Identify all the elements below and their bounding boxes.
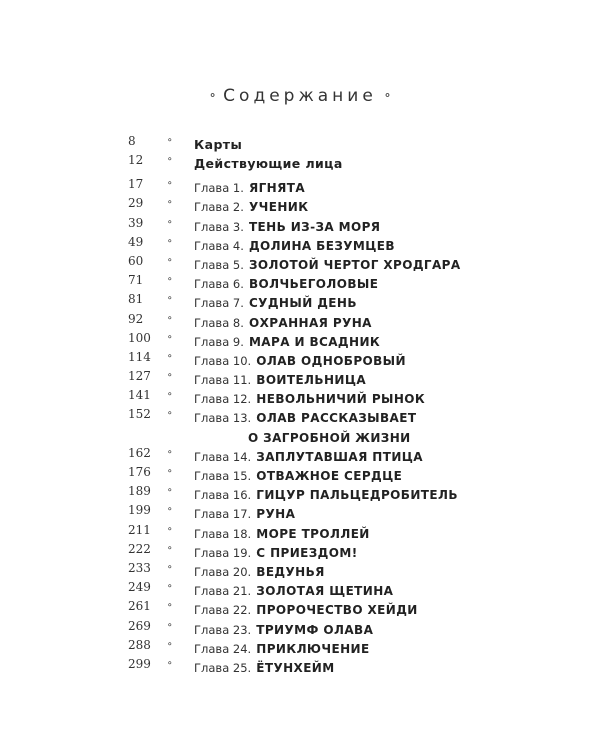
page-number: 92: [128, 311, 144, 326]
toc-top-entry[interactable]: [0, 134, 600, 152]
chapter-prefix: Глава 7.: [194, 296, 244, 311]
entry-title: [194, 542, 358, 561]
toc-chapter-entry[interactable]: [0, 216, 600, 234]
toc-chapter-entry[interactable]: [0, 177, 600, 195]
bullet-dot-icon: ⚬: [166, 601, 174, 612]
bullet-dot-icon: ⚬: [166, 486, 174, 497]
table-of-contents: [0, 134, 600, 676]
chapter-prefix: Глава 6.: [194, 277, 244, 292]
chapter-prefix: Глава 2.: [194, 200, 244, 215]
chapter-name: ПРОРОЧЕСТВО ХЕЙДИ: [256, 603, 418, 618]
entry-title: [194, 446, 423, 465]
toc-chapter-entry[interactable]: [0, 638, 600, 656]
chapter-name: РУНА: [256, 507, 296, 522]
toc-chapter-entry[interactable]: [0, 503, 600, 521]
page-number: 233: [128, 560, 151, 575]
chapter-name: ЗОЛОТАЯ ЩЕТИНА: [256, 584, 394, 599]
bullet-dot-icon: ⚬: [166, 275, 174, 286]
bullet-dot-icon: ⚬: [166, 217, 174, 228]
bullet-dot-icon: ⚬: [166, 582, 174, 593]
title-text: Содержание: [223, 86, 377, 106]
chapter-prefix: Глава 16.: [194, 488, 252, 503]
entry-title: [194, 369, 366, 388]
chapter-name: СУДНЫЙ ДЕНЬ: [248, 296, 357, 311]
page-number: 299: [128, 656, 151, 671]
toc-chapter-entry[interactable]: [0, 446, 600, 464]
bullet-dot-icon: ⚬: [166, 409, 174, 420]
entry-title: [194, 254, 461, 273]
entry-title: [194, 465, 402, 484]
chapter-prefix: Глава 23.: [194, 622, 252, 637]
chapter-name: ОХРАННАЯ РУНА: [248, 315, 372, 330]
chapter-prefix: Глава 17.: [194, 507, 252, 522]
chapter-prefix: Глава 15.: [194, 469, 252, 483]
entry-title: [194, 235, 395, 254]
entry-title: [194, 196, 308, 215]
bullet-dot-icon: ⚬: [166, 543, 174, 554]
page-number: 152: [128, 407, 151, 422]
chapter-prefix: Глава 21.: [194, 584, 252, 599]
chapter-prefix: Глава 24.: [194, 641, 252, 656]
page-number: 71: [128, 273, 144, 288]
page-number: 162: [128, 445, 151, 460]
page-number: 17: [128, 177, 144, 192]
toc-chapter-entry[interactable]: [0, 484, 600, 502]
chapter-prefix: Глава 5.: [194, 257, 244, 272]
entry-title: [194, 657, 335, 676]
page-number: 261: [128, 599, 151, 614]
bullet-dot-icon: ⚬: [166, 524, 174, 535]
bullet-dot-icon: ⚬: [166, 255, 174, 266]
bullet-dot-icon: ⚬: [166, 294, 174, 305]
chapter-name: МАРА И ВСАДНИК: [248, 334, 381, 349]
toc-chapter-entry[interactable]: [0, 235, 600, 253]
toc-chapter-entry[interactable]: [0, 619, 600, 637]
chapter-name: С ПРИЕЗДОМ!: [256, 545, 358, 560]
page-number: 288: [128, 637, 151, 652]
chapter-name: ПРИКЛЮЧЕНИЕ: [256, 641, 370, 656]
chapter-name: ОЛАВ ОДНОБРОВЫЙ: [256, 353, 406, 368]
chapter-name: ОЛАВ РАССКАЗЫВАЕТ: [256, 411, 417, 426]
chapter-prefix: Глава 8.: [194, 315, 244, 330]
bullet-dot-icon: ⚬: [166, 136, 174, 146]
chapter-name: ЁТУНХЕЙМ: [256, 660, 335, 675]
bullet-dot-icon: ⚬: [166, 179, 174, 190]
toc-chapter-entry[interactable]: [0, 407, 600, 425]
chapter-prefix: Глава 4.: [194, 238, 244, 253]
entry-title: [194, 134, 242, 153]
entry-title: [194, 216, 380, 235]
toc-chapter-entry[interactable]: [0, 292, 600, 310]
bullet-dot-icon: ⚬: [166, 562, 174, 573]
chapter-prefix: Глава 11.: [194, 373, 252, 388]
chapter-name: ЗОЛОТОЙ ЧЕРТОГ ХРОДГАРА: [248, 257, 461, 272]
entry-title: [194, 599, 418, 618]
bullet-dot-icon: ⚬: [166, 236, 174, 247]
page-number: 199: [128, 503, 151, 518]
toc-chapter-entry[interactable]: [0, 465, 600, 483]
page-number: 39: [128, 215, 144, 230]
page-number: 100: [128, 330, 151, 345]
chapter-prefix: Глава 12.: [194, 392, 252, 407]
toc-chapter-entry[interactable]: [0, 523, 600, 541]
entry-name: Карты: [194, 137, 243, 152]
entry-title: [194, 407, 416, 426]
chapter-name-continuation: [248, 427, 411, 446]
ornament-dot-icon: ⚬: [207, 89, 218, 102]
toc-chapter-entry[interactable]: [0, 561, 600, 579]
page-number: 189: [128, 484, 151, 499]
entry-title: [194, 292, 357, 311]
toc-chapter-entry[interactable]: [0, 542, 600, 560]
bullet-dot-icon: ⚬: [166, 313, 174, 324]
chapter-name: НЕВОЛЬНИЧИЙ РЫНОК: [256, 392, 426, 407]
bullet-dot-icon: ⚬: [166, 658, 174, 669]
chapter-prefix: Глава 20.: [194, 564, 252, 579]
page-number: 12: [128, 153, 144, 168]
entry-title: [194, 638, 370, 657]
entry-title: [194, 388, 425, 407]
toc-chapter-entry[interactable]: [0, 388, 600, 406]
toc-chapter-entry[interactable]: [0, 273, 600, 291]
page-number: 249: [128, 580, 151, 595]
toc-chapter-entry[interactable]: [0, 599, 600, 617]
bullet-dot-icon: ⚬: [166, 639, 174, 650]
chapter-prefix: Глава 1.: [194, 181, 244, 196]
toc-chapter-entry[interactable]: [0, 369, 600, 387]
bullet-dot-icon: ⚬: [166, 620, 174, 631]
bullet-dot-icon: ⚬: [166, 371, 174, 382]
chapter-name: ВОЛЧЬЕГОЛОВЫЕ: [248, 277, 379, 292]
bullet-dot-icon: ⚬: [166, 155, 174, 166]
chapter-name: ДОЛИНА БЕЗУМЦЕВ: [248, 238, 395, 253]
entry-title: [194, 503, 295, 522]
bullet-dot-icon: ⚬: [166, 332, 174, 343]
chapter-name: ГИЦУР ПАЛЬЦЕДРОБИТЕЛЬ: [256, 488, 458, 503]
entry-title: [194, 619, 373, 638]
bullet-dot-icon: ⚬: [166, 198, 174, 209]
chapter-prefix: Глава 9.: [194, 334, 244, 349]
page-title: [0, 86, 600, 106]
entry-title: [194, 273, 378, 292]
bullet-dot-icon: ⚬: [166, 351, 174, 362]
entry-title: [194, 153, 343, 172]
toc-chapter-entry[interactable]: [0, 312, 600, 330]
entry-name: Действующие лица: [194, 156, 343, 172]
page-number: 8: [128, 134, 136, 148]
page-number: 127: [128, 369, 151, 384]
chapter-name: ВЕДУНЬЯ: [256, 564, 325, 579]
chapter-name: ЗАПЛУТАВШАЯ ПТИЦА: [256, 449, 423, 464]
entry-title: [194, 580, 393, 599]
toc-chapter-entry[interactable]: [0, 580, 600, 598]
toc-top-entry[interactable]: [0, 153, 600, 171]
chapter-name: УЧЕНИК: [248, 200, 309, 215]
bullet-dot-icon: ⚬: [166, 447, 174, 458]
toc-chapter-entry[interactable]: [0, 196, 600, 214]
chapter-prefix: Глава 19.: [194, 545, 252, 560]
bullet-dot-icon: ⚬: [166, 505, 174, 516]
entry-title: [194, 350, 406, 369]
chapter-prefix: Глава 10.: [194, 353, 252, 368]
entry-title: [194, 523, 370, 542]
page-number: 141: [128, 388, 151, 403]
chapter-name-cont: О ЗАГРОБНОЙ ЖИЗНИ: [248, 430, 411, 445]
ornament-dot-icon: ⚬: [382, 89, 393, 102]
chapter-prefix: Глава 18.: [194, 526, 252, 541]
chapter-name: ЯГНЯТА: [248, 181, 306, 196]
entry-title: [194, 331, 380, 350]
page-number: 269: [128, 618, 151, 633]
toc-chapter-entry[interactable]: [0, 254, 600, 272]
entry-title: [194, 561, 325, 580]
bullet-dot-icon: ⚬: [166, 390, 174, 401]
page-number: 211: [128, 522, 151, 537]
page-number: 81: [128, 292, 144, 307]
page-number: 222: [128, 541, 151, 556]
page-number: 49: [128, 234, 144, 249]
page-number: 176: [128, 465, 151, 479]
chapter-name: ТЕНЬ ИЗ-ЗА МОРЯ: [248, 219, 381, 234]
page-number: 114: [128, 349, 151, 364]
entry-title: [194, 312, 372, 331]
chapter-name: МОРЕ ТРОЛЛЕЙ: [256, 526, 370, 541]
page-number: 29: [128, 196, 144, 211]
entry-title: [194, 484, 458, 503]
toc-chapter-entry[interactable]: [0, 657, 600, 675]
page-number: 60: [128, 253, 144, 268]
chapter-name: ВОИТЕЛЬНИЦА: [256, 373, 367, 388]
chapter-name: ОТВАЖНОЕ СЕРДЦЕ: [256, 469, 403, 483]
toc-chapter-continuation: [0, 427, 600, 445]
chapter-prefix: Глава 25.: [194, 660, 252, 675]
bullet-dot-icon: ⚬: [166, 467, 174, 477]
chapter-prefix: Глава 3.: [194, 219, 244, 234]
chapter-prefix: Глава 14.: [194, 449, 252, 464]
chapter-prefix: Глава 22.: [194, 603, 252, 618]
toc-chapter-entry[interactable]: [0, 350, 600, 368]
entry-title: [194, 177, 305, 196]
toc-chapter-entry[interactable]: [0, 331, 600, 349]
chapter-prefix: Глава 13.: [194, 411, 252, 426]
chapter-name: ТРИУМФ ОЛАВА: [256, 622, 374, 637]
